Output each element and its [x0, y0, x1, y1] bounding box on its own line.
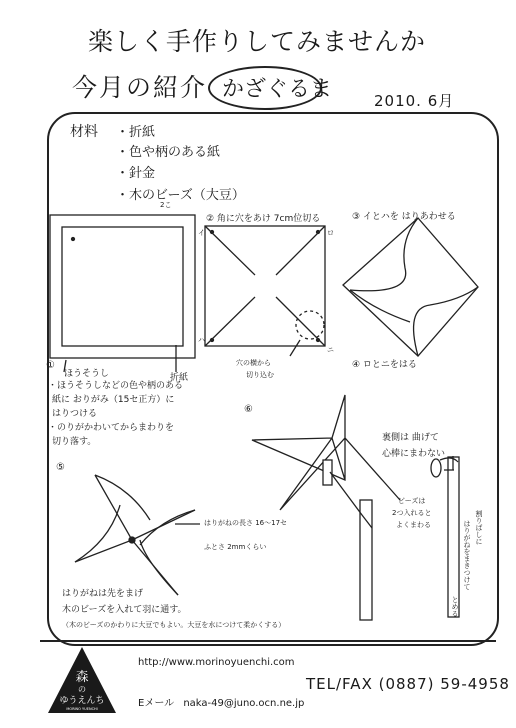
step2-corner-mark: イ — [198, 229, 205, 237]
step1-text-line: ・のりがかわいてからまわりを — [48, 423, 175, 433]
step4-heading: ④ ロとニをはる — [352, 360, 417, 370]
step6-beads-note: 2つ入れると — [392, 509, 432, 517]
logo-text: の — [78, 685, 86, 694]
materials-label: 材料 — [70, 124, 98, 140]
step1-text-line: ・ほうそうしなどの色や柄のある — [48, 381, 184, 391]
material-item: ・折紙 — [116, 125, 156, 140]
email-address[interactable]: naka-49@juno.ocn.ne.jp — [183, 698, 305, 709]
step2-corner-mark: ハ — [198, 336, 205, 344]
email-label: Eメール — [138, 698, 175, 709]
website-url[interactable]: http://www.morinoyuenchi.com — [138, 657, 295, 668]
step5-text-line: はりがねは先をまげ — [62, 589, 144, 599]
section-title: 今月の紹介 — [72, 73, 208, 102]
step5-wire-thickness: ふとさ 2mmくらい — [204, 543, 267, 551]
step5-bottom-note: （木のビーズのかわりに大豆でもよい。大豆を水につけて柔かくする） — [62, 621, 286, 629]
step6-beads-note: よくまわる — [396, 521, 431, 529]
tel-fax: TEL/FAX (0887) 59-4958 — [306, 675, 510, 693]
step2-heading: ② 角に穴をあけ 7cm位切る — [206, 214, 321, 224]
step6-number: ⑥ — [244, 404, 253, 415]
craft-name: かざぐるま — [222, 77, 333, 102]
step1-text-line: 切り落す。 — [52, 437, 97, 447]
step3-fold-diagram — [343, 218, 478, 356]
issue-date: 2010. 6月 — [374, 92, 455, 110]
step2-cut-diagram — [205, 226, 325, 356]
step1-label-wrapping-paper: ほうそうし — [64, 369, 110, 379]
material-item: ・針金 — [116, 166, 156, 181]
step6-text-line: 心棒にまわない — [382, 449, 446, 459]
step6-side-note: 割りばしに — [475, 510, 483, 545]
footer-divider — [40, 640, 496, 642]
step2-note-line: 切り込む — [246, 371, 274, 379]
logo-text: 森 — [75, 670, 89, 685]
step5-text-line: 木のビーズを入れて羽に通す。 — [62, 605, 187, 615]
step2-note-line: 穴の横から — [236, 359, 271, 367]
morino-yuenchi-logo — [46, 645, 118, 715]
step1-text-line: 紙に おりがみ（15セ正方）に — [52, 395, 175, 405]
material-item: ・色や柄のある紙 — [116, 145, 221, 160]
beads-count-note: 2こ — [160, 201, 172, 209]
step1-number: ① — [46, 360, 55, 371]
email-line — [138, 694, 304, 709]
step1-text-line: はりつける — [52, 409, 98, 419]
step6-text-line: 裏側は 曲げて — [382, 433, 439, 443]
step5-number: ⑤ — [56, 462, 65, 473]
step5-pinwheel-diagram — [75, 475, 200, 595]
step1-label-origami: 折紙 — [170, 373, 189, 383]
step5-wire-length: はりがねの長さ 16〜17セ — [204, 519, 288, 527]
page-title: 楽しく手作りしてみませんか — [88, 27, 427, 56]
step3-heading: ③ イとハを はりあわせる — [352, 212, 456, 222]
logo-text: ゆうえんち — [59, 696, 105, 706]
step2-corner-mark: ニ — [327, 346, 334, 354]
step6-side-note: はりがねをまきつけて — [463, 520, 471, 590]
step6-beads-note: ビーズは — [398, 497, 426, 505]
step2-corner-mark: ロ — [327, 229, 334, 237]
logo-subtext: MORINO YUENCHI — [66, 707, 98, 711]
material-item: ・木のビーズ（大豆） — [116, 188, 245, 203]
step6-side-note: とめる — [451, 596, 459, 617]
step1-square-diagram — [50, 215, 195, 372]
